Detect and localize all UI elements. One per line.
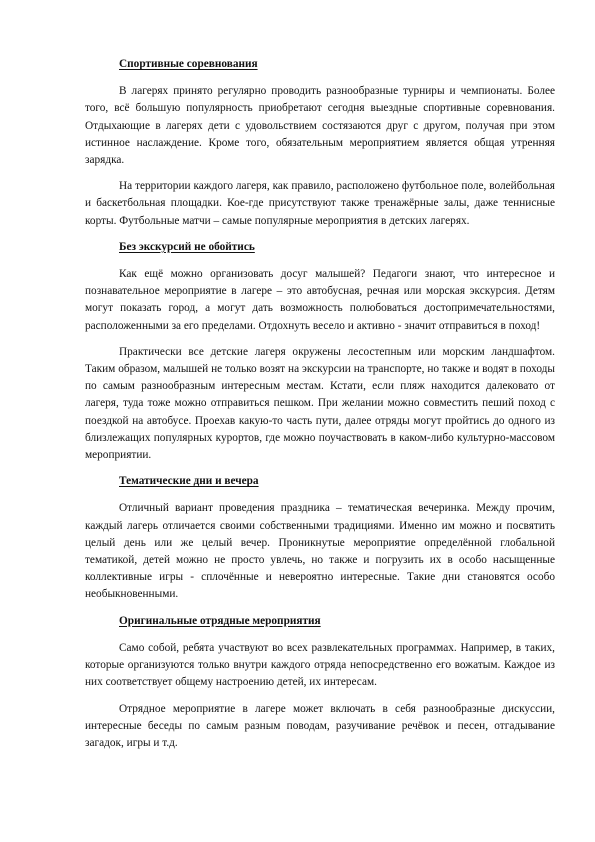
paragraph-squad-events-1: Само собой, ребята участвуют во всех развлекательных программах. Например, в таких, которые организуются только внутри каждого отряда непосредственно его вожатым. Каждое из них соответствует общему настроению детей, их интересам. <box>85 641 555 689</box>
section-heading-sports: Спортивные соревнования <box>119 58 258 70</box>
paragraph-squad-events-2: Отрядное мероприятие в лагере может включать в себя разнообразные дискуссии, интересные беседы по самым разным поводам, разучивание речёвок и песен, отгадывание загадок, игры и т.д. <box>85 702 555 749</box>
paragraph-sports-2: На территории каждого лагеря, как правило, расположено футбольное поле, волейбольная и баскетбольная площадки. Кое-где присутствуют также тренажёрные залы, даже теннисные корты. Футбольные матчи – самые популярные мероприятия в детских лагерях. <box>85 180 555 227</box>
section-heading-excursions: Без экскурсий не обойтись <box>119 240 255 253</box>
section-heading-theme-days: Тематические дни и вечера <box>119 475 259 488</box>
section-heading-squad-events: Оригинальные отрядные мероприятия <box>119 614 321 627</box>
paragraph-excursions-2: Практически все детские лагеря окружены лесостепным или морским ландшафтом. Таким образом, малышей не только возят на экскурсии на транспорте, но также и водят в походы по самым разнообразным интересным местам. Кстати, если пляж находится далековато от лагеря, туда тоже можно отправиться пешком. При желании можно совместить пеший поход с поездкой на автобусе. Проехав какую-то часть пути, далее отряды могут пройтись до одного из близлежащих популярных курортов, где можно поучаствовать в каком-либо культурно-массовом мероприятии. <box>85 345 555 462</box>
document-body <box>85 56 555 752</box>
paragraph-excursions-1: Как ещё можно организовать досуг малышей? Педагоги знают, что интересное и познавательное мероприятие в лагере – это автобусная, речная или морская экскурсия. Детям могут показать город, а могут дать возможность полюбоваться достопримечательностями, расположенными за его пределами. Отдохнуть весело и активно - значит отправиться в поход! <box>85 268 555 332</box>
paragraph-theme-days-1: Отличный вариант проведения праздника – тематическая вечеринка. Между прочим, каждый лагерь отличается своими собственными традициями. Именно им можно и посвятить целый день или же целый вечер. Проникнутые мероприятие определённой глобальной тематикой, детей можно не просто увлечь, но также и погрузить их в особо насыщенные коллективные игры - сплочённые и невероятно интересные. Такие дни становятся особо необыкновенными. <box>85 502 555 601</box>
paragraph-sports-1: В лагерях принято регулярно проводить разнообразные турниры и чемпионаты. Более того, всё большую популярность приобретают сегодня выездные спортивные соревнования. Отдыхающие в лагерях дети с удовольствием состязаются друг с другом, получая при этом истинное наслаждение. Кроме того, обязательным мероприятием является общая утренняя зарядка. <box>85 85 555 167</box>
